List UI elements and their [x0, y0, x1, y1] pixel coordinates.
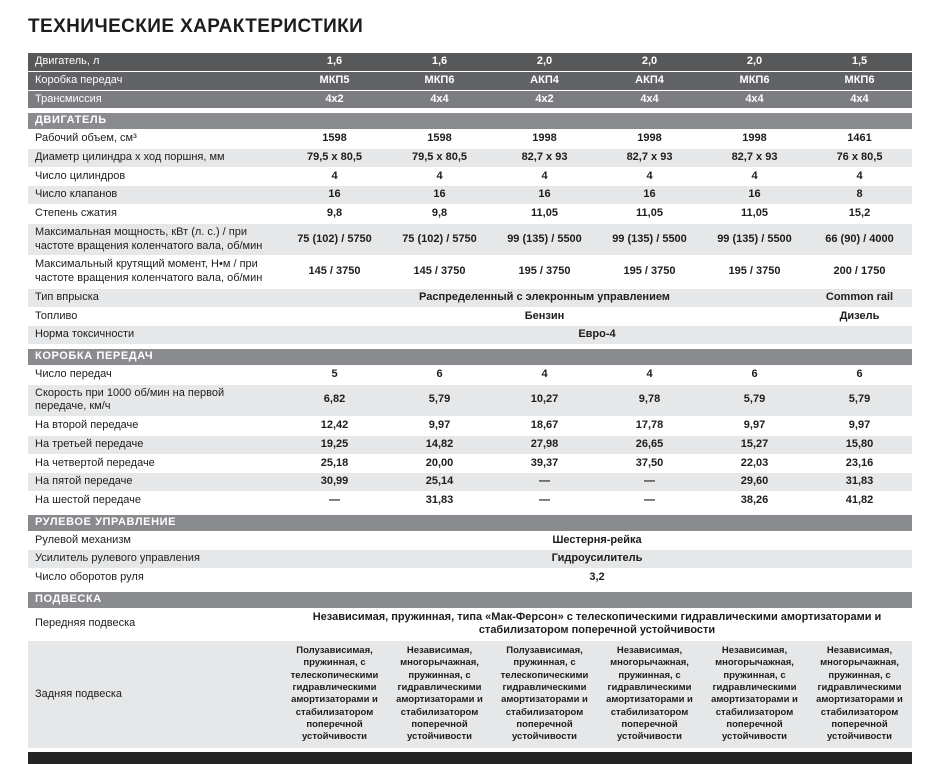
- table-row: [28, 308, 912, 326]
- row-value: 6,82: [282, 385, 387, 417]
- row-label: Число оборотов руля: [28, 569, 282, 587]
- column-header-value: АКП4: [597, 72, 702, 90]
- row-label: Усилитель рулевого управления: [28, 550, 282, 568]
- page-title: ТЕХНИЧЕСКИЕ ХАРАКТЕРИСТИКИ: [28, 16, 364, 37]
- row-label: Число клапанов: [28, 186, 282, 204]
- row-value: 195 / 3750: [702, 256, 807, 288]
- column-header-value: МКП6: [387, 72, 492, 90]
- row-value: —: [597, 473, 702, 491]
- row-label: На второй передаче: [28, 417, 282, 435]
- row-value: 30,99: [282, 473, 387, 491]
- row-value: 3,2: [282, 569, 912, 587]
- row-value: 82,7 х 93: [492, 149, 597, 167]
- row-value: 6: [702, 366, 807, 384]
- row-value: 1598: [387, 130, 492, 148]
- row-value: 29,60: [702, 473, 807, 491]
- row-label: Число цилиндров: [28, 168, 282, 186]
- row-value: 18,67: [492, 417, 597, 435]
- row-value: 41,82: [807, 492, 912, 510]
- row-value: Гидроусилитель: [282, 550, 912, 568]
- row-value: Дизель: [807, 308, 912, 326]
- row-label: Топливо: [28, 308, 282, 326]
- column-header-value: 4х4: [702, 91, 807, 109]
- row-label: На пятой передаче: [28, 473, 282, 491]
- column-header-value: 4х4: [387, 91, 492, 109]
- row-value: Распределенный с элекронным управлением: [282, 289, 807, 307]
- row-value: 11,05: [492, 205, 597, 223]
- row-label: Рулевой механизм: [28, 532, 282, 550]
- row-value: 6: [387, 366, 492, 384]
- row-value: 17,78: [597, 417, 702, 435]
- row-value: 20,00: [387, 455, 492, 473]
- section-title: ПОДВЕСКА: [28, 592, 912, 608]
- table-row: [28, 72, 912, 90]
- table-row: [28, 515, 912, 531]
- row-value: Евро-4: [282, 326, 912, 344]
- row-value: —: [492, 473, 597, 491]
- row-value: 39,37: [492, 455, 597, 473]
- section-title: РУЛЕВОЕ УПРАВЛЕНИЕ: [28, 515, 912, 531]
- row-value: 25,18: [282, 455, 387, 473]
- row-value: 26,65: [597, 436, 702, 454]
- table-row: [28, 609, 912, 641]
- table-row: [28, 366, 912, 384]
- row-value: 79,5 х 80,5: [282, 149, 387, 167]
- row-value: 8: [807, 186, 912, 204]
- footer-bar: [28, 752, 912, 764]
- row-value: 4: [597, 366, 702, 384]
- table-row: [28, 149, 912, 167]
- section-gap: [28, 109, 912, 112]
- row-value: Бензин: [282, 308, 807, 326]
- table-row: [28, 511, 912, 514]
- table-row: [28, 417, 912, 435]
- row-value: Независимая, многорычажная, пружинная, с гидравлическими амортизаторами и стабилизатором поперечной устойчивости: [387, 641, 492, 748]
- row-value: 99 (135) / 5500: [492, 224, 597, 256]
- row-value: Независимая, многорычажная, пружинная, с гидравлическими амортизаторами и стабилизатором поперечной устойчивости: [702, 641, 807, 748]
- row-value: 38,26: [702, 492, 807, 510]
- row-value: 16: [282, 186, 387, 204]
- row-label: Степень сжатия: [28, 205, 282, 223]
- row-value: 9,97: [702, 417, 807, 435]
- row-label: Задняя подвеска: [28, 641, 282, 748]
- row-label: На четвертой передаче: [28, 455, 282, 473]
- table-row: [28, 91, 912, 109]
- row-value: 76 х 80,5: [807, 149, 912, 167]
- row-value: —: [597, 492, 702, 510]
- column-header-value: 4х2: [282, 91, 387, 109]
- table-row: [28, 109, 912, 112]
- table-row: [28, 168, 912, 186]
- row-value: 1998: [492, 130, 597, 148]
- spec-table-body: [28, 53, 912, 748]
- table-row: [28, 473, 912, 491]
- row-value: 14,82: [387, 436, 492, 454]
- table-row: [28, 256, 912, 288]
- column-header-value: 4х4: [807, 91, 912, 109]
- row-value: 15,27: [702, 436, 807, 454]
- row-value: 27,98: [492, 436, 597, 454]
- row-value: 82,7 х 93: [597, 149, 702, 167]
- table-row: [28, 326, 912, 344]
- table-row: [28, 436, 912, 454]
- row-value: Независимая, многорычажная, пружинная, с гидравлическими амортизаторами и стабилизатором поперечной устойчивости: [807, 641, 912, 748]
- row-value: 1998: [702, 130, 807, 148]
- row-value: 5: [282, 366, 387, 384]
- row-value: 66 (90) / 4000: [807, 224, 912, 256]
- row-label: На шестой передаче: [28, 492, 282, 510]
- column-header-value: 1,6: [282, 53, 387, 71]
- table-row: [28, 205, 912, 223]
- row-value: 1998: [597, 130, 702, 148]
- row-value: 19,25: [282, 436, 387, 454]
- row-value: 9,78: [597, 385, 702, 417]
- row-value: 4: [492, 168, 597, 186]
- table-row: [28, 186, 912, 204]
- row-value: 200 / 1750: [807, 256, 912, 288]
- column-header-value: 2,0: [597, 53, 702, 71]
- row-label: Число передач: [28, 366, 282, 384]
- row-label: Норма токсичности: [28, 326, 282, 344]
- table-row: [28, 592, 912, 608]
- row-value: 99 (135) / 5500: [702, 224, 807, 256]
- row-value: 11,05: [702, 205, 807, 223]
- table-row: [28, 385, 912, 417]
- table-row: [28, 550, 912, 568]
- column-header-value: 2,0: [702, 53, 807, 71]
- table-row: [28, 289, 912, 307]
- row-label: На третьей передаче: [28, 436, 282, 454]
- table-row: [28, 53, 912, 71]
- table-row: [28, 569, 912, 587]
- column-header-value: 4х4: [597, 91, 702, 109]
- row-value: Независимая, пружинная, типа «Мак-Ферсон» с телескопическими гидравлическими амортизаторами и стабилизатором поперечной устойчивости: [282, 609, 912, 641]
- row-value: 9,97: [807, 417, 912, 435]
- row-value: 4: [282, 168, 387, 186]
- row-value: 145 / 3750: [387, 256, 492, 288]
- table-row: [28, 455, 912, 473]
- column-header-label: Коробка передач: [28, 72, 282, 90]
- row-value: 75 (102) / 5750: [282, 224, 387, 256]
- row-value: 9,97: [387, 417, 492, 435]
- table-row: [28, 113, 912, 129]
- row-value: Common rail: [807, 289, 912, 307]
- row-value: 5,79: [807, 385, 912, 417]
- row-value: 4: [807, 168, 912, 186]
- row-value: Полузависимая, пружинная, с телескопическими гидравлическими амортизаторами и стабилизатором поперечной устойчивости: [492, 641, 597, 748]
- spec-table: [28, 52, 912, 749]
- row-value: —: [492, 492, 597, 510]
- row-label: Скорость при 1000 об/мин на первой передаче, км/ч: [28, 385, 282, 417]
- row-value: 75 (102) / 5750: [387, 224, 492, 256]
- table-row: [28, 492, 912, 510]
- row-value: 37,50: [597, 455, 702, 473]
- row-label: Рабочий объем, см³: [28, 130, 282, 148]
- row-value: —: [282, 492, 387, 510]
- row-value: 4: [597, 168, 702, 186]
- row-value: 23,16: [807, 455, 912, 473]
- row-label: Тип впрыска: [28, 289, 282, 307]
- row-value: Шестерня-рейка: [282, 532, 912, 550]
- column-header-value: МКП5: [282, 72, 387, 90]
- row-value: 99 (135) / 5500: [597, 224, 702, 256]
- column-header-value: 1,5: [807, 53, 912, 71]
- column-header-label: Трансмиссия: [28, 91, 282, 109]
- section-gap: [28, 345, 912, 348]
- row-value: 79,5 х 80,5: [387, 149, 492, 167]
- row-value: 10,27: [492, 385, 597, 417]
- column-header-label: Двигатель, л: [28, 53, 282, 71]
- row-value: 9,8: [387, 205, 492, 223]
- row-value: 31,83: [807, 473, 912, 491]
- row-value: 15,80: [807, 436, 912, 454]
- column-header-value: 1,6: [387, 53, 492, 71]
- row-value: 195 / 3750: [597, 256, 702, 288]
- table-row: [28, 588, 912, 591]
- table-row: [28, 349, 912, 365]
- section-gap: [28, 588, 912, 591]
- table-row: [28, 641, 912, 748]
- row-value: 22,03: [702, 455, 807, 473]
- row-value: 5,79: [387, 385, 492, 417]
- row-value: 1598: [282, 130, 387, 148]
- table-row: [28, 532, 912, 550]
- column-header-value: АКП4: [492, 72, 597, 90]
- row-value: 5,79: [702, 385, 807, 417]
- section-title: ДВИГАТЕЛЬ: [28, 113, 912, 129]
- column-header-value: МКП6: [702, 72, 807, 90]
- row-value: Полузависимая, пружинная, с телескопическими гидравлическими амортизаторами и стабилизатором поперечной устойчивости: [282, 641, 387, 748]
- row-value: 145 / 3750: [282, 256, 387, 288]
- row-value: 15,2: [807, 205, 912, 223]
- row-value: 16: [702, 186, 807, 204]
- row-label: Максимальный крутящий момент, Н•м / при частоте вращения коленчатого вала, об/мин: [28, 256, 282, 288]
- row-value: 11,05: [597, 205, 702, 223]
- column-header-value: 2,0: [492, 53, 597, 71]
- table-row: [28, 345, 912, 348]
- section-title: КОРОБКА ПЕРЕДАЧ: [28, 349, 912, 365]
- row-value: 16: [492, 186, 597, 204]
- section-gap: [28, 511, 912, 514]
- column-header-value: 4х2: [492, 91, 597, 109]
- row-value: 31,83: [387, 492, 492, 510]
- table-row: [28, 130, 912, 148]
- row-value: 4: [702, 168, 807, 186]
- row-value: 4: [387, 168, 492, 186]
- row-value: 6: [807, 366, 912, 384]
- row-value: Независимая, многорычажная, пружинная, с гидравлическими амортизаторами и стабилизатором поперечной устойчивости: [597, 641, 702, 748]
- row-value: 82,7 х 93: [702, 149, 807, 167]
- row-value: 195 / 3750: [492, 256, 597, 288]
- row-value: 12,42: [282, 417, 387, 435]
- table-row: [28, 224, 912, 256]
- row-label: Максимальная мощность, кВт (л. с.) / при частоте вращения коленчатого вала, об/мин: [28, 224, 282, 256]
- row-label: Диаметр цилиндра х ход поршня, мм: [28, 149, 282, 167]
- row-value: 1461: [807, 130, 912, 148]
- row-value: 9,8: [282, 205, 387, 223]
- row-value: 16: [597, 186, 702, 204]
- row-value: 4: [492, 366, 597, 384]
- row-value: 25,14: [387, 473, 492, 491]
- column-header-value: МКП6: [807, 72, 912, 90]
- row-label: Передняя подвеска: [28, 609, 282, 641]
- row-value: 16: [387, 186, 492, 204]
